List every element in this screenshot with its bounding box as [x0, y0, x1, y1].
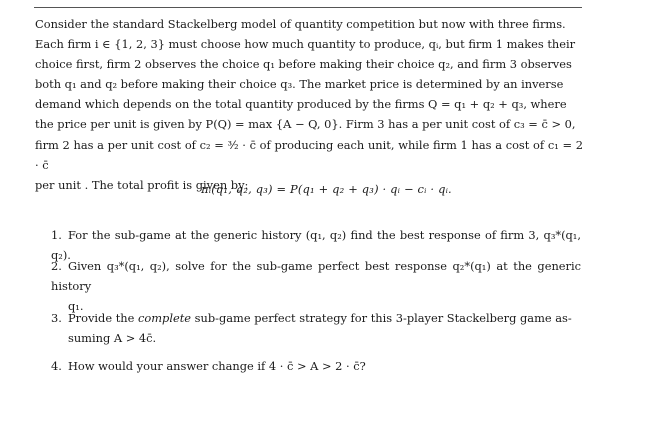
question-text-prefix: Provide the: [68, 311, 138, 325]
question-number: 1.: [51, 228, 62, 242]
question-3: [51, 308, 581, 348]
paragraph-line: Consider the standard Stackelberg model of quantity competition but now with three firms.: [35, 17, 566, 31]
intro-paragraph: [35, 14, 583, 195]
paragraph-line: demand which depends on the total quantity produced by the firms Q = q₁ + q₂ + q₃, where: [35, 97, 567, 112]
paragraph-line: both q₁ and q₂ before making their choice q₃. The market price is determined by an inverse: [35, 77, 564, 92]
question-number: 3.: [51, 311, 62, 325]
question-text-suffix: sub-game perfect strategy for this 3-player Stackelberg game as-: [191, 311, 572, 325]
paragraph-line: firm 2 has a per unit cost of c₂ = ³⁄₂ · c̄ of producing each unit, while firm 1 has a cost of c₁ = 2 · c̄: [35, 137, 583, 172]
profit-equation: πᵢ(q₁, q₂, q₃) = P(q₁ + q₂ + q₃) · qᵢ − cᵢ · qᵢ.: [201, 182, 452, 196]
question-text: [68, 311, 572, 325]
paragraph-line: Each firm i ∈ {1, 2, 3} must choose how much quantity to produce, qᵢ, but firm 1 makes their: [35, 37, 576, 52]
question-text: How would your answer change if 4 · c̄ > A > 2 · c̄?: [68, 359, 366, 373]
question-4: [51, 356, 581, 376]
question-text: Given q₃*(q₁, q₂), solve for the sub-game perfect best response q₂*(q₁) at the generic history: [51, 259, 581, 294]
paragraph-line: per unit . The total profit is given by:: [35, 177, 249, 192]
top-rule: [34, 7, 582, 8]
paragraph-line: the price per unit is given by P(Q) = max {A − Q, 0}. Firm 3 has a per unit cost of c₃ = c̄ > 0,: [35, 117, 576, 132]
question-text-continued: q₁.: [68, 299, 84, 314]
question-number: 2.: [51, 259, 62, 273]
question-text: For the sub-game at the generic history (q₁, q₂) find the best response of firm 3, q₃*(q₁, q₂).: [51, 228, 581, 263]
question-text-continued: suming A > 4c̄.: [68, 331, 157, 346]
question-number: 4.: [51, 359, 62, 373]
question-text-emphasis: complete: [137, 311, 192, 325]
paragraph-line: choice first, firm 2 observes the choice q₁ before making their choice q₂, and firm 3 observes: [35, 57, 572, 72]
